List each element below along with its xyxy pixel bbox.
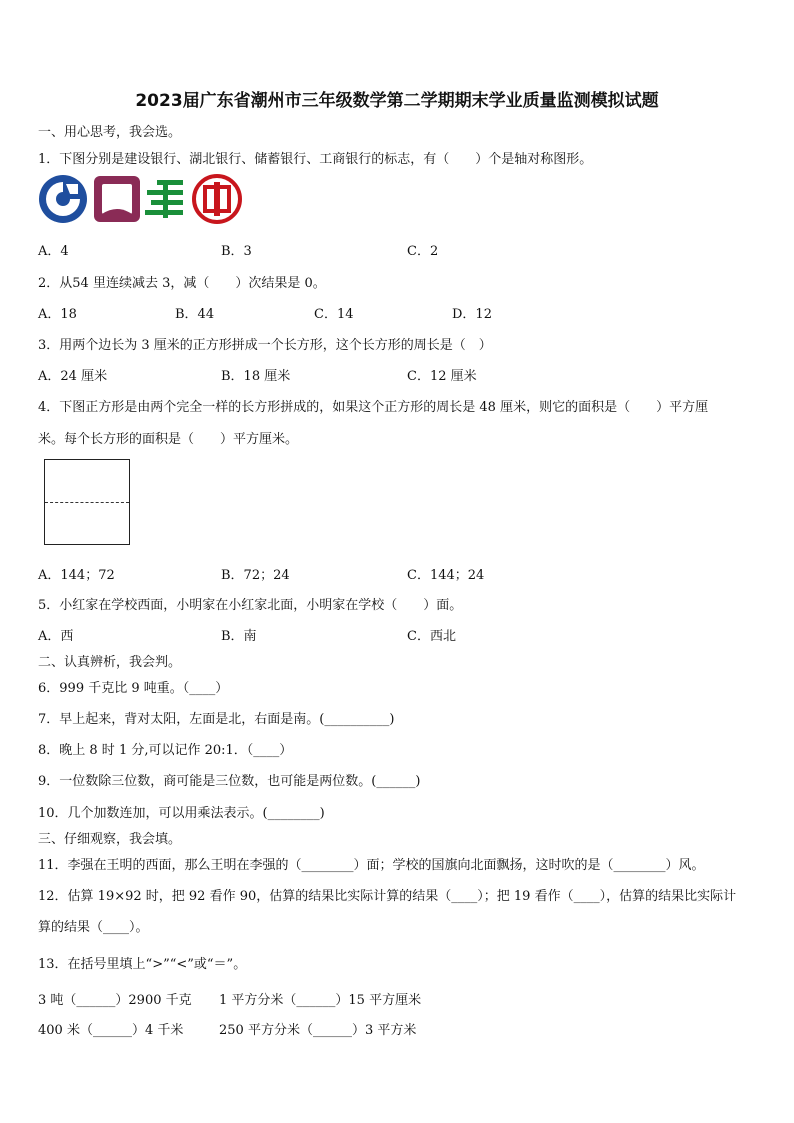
q4-option-b: B．72；24 (221, 568, 290, 583)
question-7: 7．早上起来，背对太阳，左面是北，右面是南。(__________) (38, 712, 395, 727)
postal-bank-logo-icon (141, 174, 191, 224)
hubei-bank-logo-icon (92, 174, 142, 224)
q13-item-3: 400 米（______）4 千米 (38, 1023, 184, 1038)
question-4-line-1: 4．下图正方形是由两个完全一样的长方形拼成的，如果这个正方形的周长是 48 厘米，则它的面积是（ ）平方厘 (38, 400, 709, 415)
q1-option-a: A．4 (38, 244, 69, 259)
q13-item-2: 1 平方分米（______）15 平方厘米 (219, 993, 422, 1008)
question-5: 5．小红家在学校西面，小明家在小红家北面，小明家在学校（ ）面。 (38, 598, 463, 613)
icbc-logo-icon (192, 174, 242, 224)
question-11: 11．李强在王明的西面，那么王明在李强的（________）面；学校的国旗向北面飘扬，这时吹的是（________）风。 (38, 858, 705, 873)
ccb-logo-icon (38, 174, 88, 224)
dashed-divider (45, 502, 129, 503)
question-2: 2．从54 里连续减去 3，减（ ）次结果是 0。 (38, 276, 326, 291)
q2-option-c: C．14 (314, 307, 354, 322)
section-3-heading: 三、仔细观察，我会填。 (38, 832, 182, 847)
page-title: 2023届广东省潮州市三年级数学第二学期期末学业质量监测模拟试题 (135, 91, 659, 111)
q13-item-1: 3 吨（______）2900 千克 (38, 993, 192, 1008)
q5-option-b: B．南 (221, 629, 257, 644)
q1-option-c: C．2 (407, 244, 439, 259)
question-12-line-2: 算的结果（____）。 (38, 920, 149, 935)
question-12-line-1: 12．估算 19×92 时，把 92 看作 90，估算的结果比实际计算的结果（____）；把 19 看作（____），估算的结果比实际计 (38, 889, 737, 904)
q2-option-d: D．12 (452, 307, 492, 322)
q2-option-b: B．44 (175, 307, 215, 322)
q1-option-b: B．3 (221, 244, 252, 259)
question-13: 13．在括号里填上“>”“<”或“＝”。 (38, 957, 247, 972)
q5-option-a: A．西 (38, 629, 74, 644)
q5-option-c: C．西北 (407, 629, 456, 644)
q4-option-c: C．144；24 (407, 568, 485, 583)
q3-option-a: A．24 厘米 (38, 369, 108, 384)
q2-option-a: A．18 (38, 307, 77, 322)
q13-item-4: 250 平方分米（______）3 平方米 (219, 1023, 417, 1038)
question-3: 3．用两个边长为 3 厘米的正方形拼成一个长方形，这个长方形的周长是（ ） (38, 338, 492, 353)
section-2-heading: 二、认真辨析，我会判。 (38, 655, 182, 670)
q4-option-a: A．144；72 (38, 568, 115, 583)
q3-option-b: B．18 厘米 (221, 369, 291, 384)
question-8: 8．晚上 8 时 1 分,可以记作 20:1．（____） (38, 743, 293, 758)
q3-option-c: C．12 厘米 (407, 369, 477, 384)
question-1: 1．下图分别是建设银行、湖北银行、储蓄银行、工商银行的标志，有（ ）个是轴对称图形。 (38, 152, 593, 167)
question-6: 6．999 千克比 9 吨重。（____） (38, 681, 229, 696)
section-1-heading: 一、用心思考，我会选。 (38, 125, 182, 140)
square-diagram (44, 459, 130, 545)
question-9: 9．一位数除三位数，商可能是三位数，也可能是两位数。(______) (38, 774, 421, 789)
question-10: 10．几个加数连加，可以用乘法表示。(________) (38, 806, 325, 821)
question-4-line-2: 米。每个长方形的面积是（ ）平方厘米。 (38, 432, 299, 447)
